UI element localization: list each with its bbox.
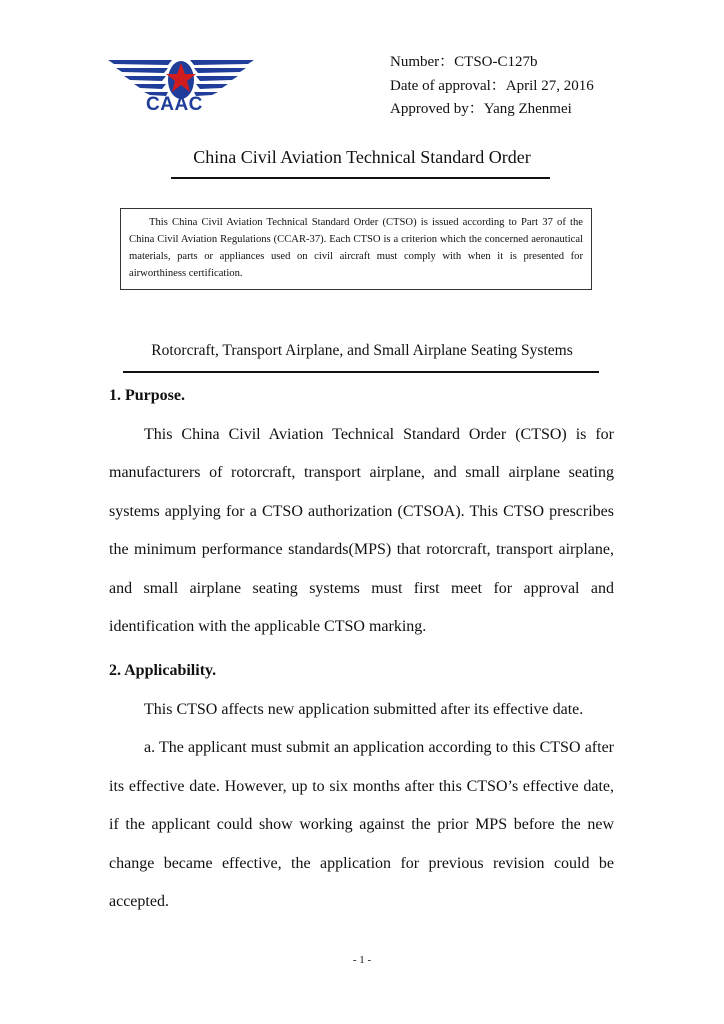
page-number: - 1 -	[352, 954, 372, 966]
caac-logo	[106, 50, 256, 120]
caac-logo-text: CAAC	[146, 94, 203, 115]
section-heading: 1. Purpose.	[109, 387, 185, 404]
approval-date: Date of approval：April 27, 2016	[390, 77, 594, 94]
document-number: Number：CTSO-C127b	[390, 54, 538, 70]
purpose-paragraph: This China Civil Aviation Technical Standard Order (CTSO) is for manufacturers of rotorcraft, transport airplane, and small airplane seating systems applying for a CTSO authorization (CTSOA). This CTSO prescribes the minimum performance standards(MPS) that rotorcraft, transport airplane, and small airplane seating systems must first meet for approval and identification with the applicable CTSO marking.	[109, 425, 614, 635]
title-divider	[171, 177, 550, 179]
document-subtitle: Rotorcraft, Transport Airplane, and Small Airplane Seating Systems	[151, 342, 573, 359]
section-applicability	[109, 652, 614, 922]
applicability-paragraph-2: a. The applicant must submit an application according to this CTSO after its effective date. However, up to six months after this CTSO’s effective date, if the applicant could show working against the prior MPS before the new change became effective, the application for previous revision could be accepted.	[109, 739, 614, 910]
section-heading: 2. Applicability.	[109, 662, 217, 679]
section-purpose	[109, 377, 614, 647]
applicability-paragraph-1: This CTSO affects new application submitted after its effective date.	[144, 700, 584, 718]
notice-box	[120, 208, 592, 290]
document-meta	[390, 51, 594, 122]
document-title: China Civil Aviation Technical Standard Order	[193, 147, 531, 167]
subtitle-divider	[123, 371, 599, 373]
notice-text: This China Civil Aviation Technical Standard Order (CTSO) is issued according to Part 37 of the China Civil Aviation Regulations (CCAR-37). Each CTSO is a criterion which the concerned aeronautical materials, parts or appliances used on civil aircraft must comply with when it is presented for airworthiness certification.	[129, 217, 583, 279]
approved-by: Approved by：Yang Zhenmei	[390, 101, 572, 117]
